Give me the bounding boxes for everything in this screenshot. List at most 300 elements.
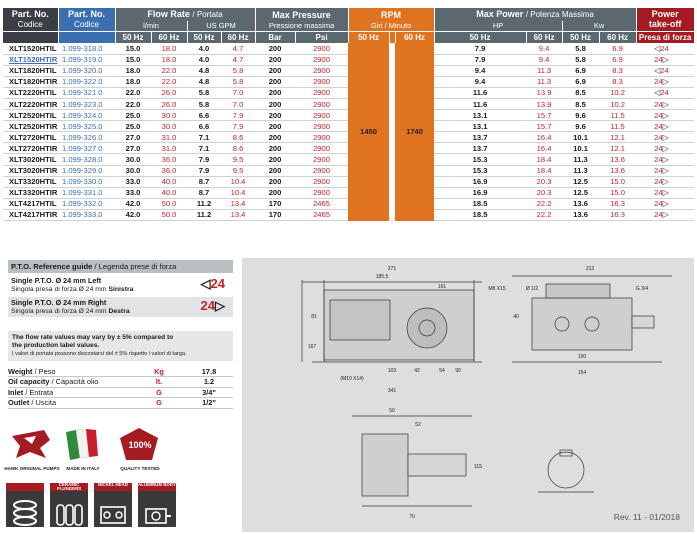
flow-gpm-50: 6.6 (187, 121, 221, 132)
kw-50hz: 50 Hz (562, 31, 599, 43)
flow-lmin-60: 36.0 (151, 165, 187, 176)
flow-gpm-50: 5.8 (187, 98, 221, 109)
pto-right-label: Single P.T.O. Ø 24 mm Right (11, 298, 107, 307)
pressure-psi: 2900 (295, 165, 348, 176)
rpm-header: RPM (348, 8, 434, 21)
pto-cell (636, 154, 694, 165)
power-kw-50: 9.6 (562, 121, 599, 132)
spec-table-body (3, 43, 694, 221)
part-code: 1.099-320.0 (58, 65, 115, 76)
power-hp-60: 18.4 (526, 154, 562, 165)
dim-front-10: 54 (439, 368, 445, 374)
pto-cell (636, 132, 694, 143)
lmin-header: l/min (115, 21, 187, 31)
flow-gpm-50: 7.9 (187, 154, 221, 165)
flow-gpm-50: 11.2 (187, 198, 221, 209)
nickel-label: NICKEL HEAD (98, 482, 128, 487)
hp-60hz: 60 Hz (526, 31, 562, 43)
power-kw-50: 11.3 (562, 154, 599, 165)
flow-lmin-60: 18.0 (151, 54, 187, 65)
pressure-psi: 2900 (295, 154, 348, 165)
arrow-right-icon: ▷ (662, 99, 669, 109)
power-kw-60: 10.2 (599, 87, 636, 98)
part-code: 1.099-318.0 (58, 43, 115, 54)
spec-row (8, 387, 233, 398)
power-kw-60: 12.1 (599, 132, 636, 143)
pressure-bar: 200 (255, 176, 295, 187)
pressure-psi: 2900 (295, 43, 348, 54)
pto-cell (636, 176, 694, 187)
pressure-psi: 2900 (295, 132, 348, 143)
pto-cell (636, 54, 694, 65)
spring-icon (11, 497, 39, 531)
nickel-badge (94, 483, 132, 527)
pressure-bar: 170 (255, 198, 295, 209)
dim-side-3: 100 (577, 354, 587, 360)
pto-value: 24 (654, 99, 663, 109)
flow-gpm-60: 5.8 (221, 65, 255, 76)
rpm-50hz: 50 Hz (348, 31, 389, 43)
power-kw-60: 10.2 (599, 98, 636, 109)
tolerance-line-1: The flow rate values may vary by ± 5% compared to (12, 334, 174, 341)
dim-front-8: 103 (387, 368, 397, 374)
rpm-it-header: Giri / Minuto (348, 21, 434, 31)
gpm-50hz: 50 Hz (187, 31, 221, 43)
max-pressure-header: Max Pressure (255, 8, 348, 21)
flow-gpm-60: 8.6 (221, 143, 255, 154)
power-hp-50: 15.3 (434, 165, 526, 176)
flow-lmin-60: 40.0 (151, 187, 187, 198)
power-hp-60: 20.3 (526, 187, 562, 198)
flow-gpm-60: 13.4 (221, 198, 255, 209)
part-code: 1.099-327.0 (58, 143, 115, 154)
flow-gpm-60: 9.5 (221, 154, 255, 165)
pressure-bar: 200 (255, 121, 295, 132)
pressure-psi: 2900 (295, 65, 348, 76)
pto-value: 24 (654, 177, 663, 187)
rpm-60-value: 1740 (395, 43, 434, 221)
part-code: 1.099-326.0 (58, 132, 115, 143)
gpm-60hz: 60 Hz (221, 31, 255, 43)
pressure-bar: 200 (255, 154, 295, 165)
power-hp-60: 11.3 (526, 76, 562, 87)
power-hp-50: 16.9 (434, 176, 526, 187)
hp-50hz: 50 Hz (434, 31, 526, 43)
dim-shaft-1: 52 (415, 422, 421, 428)
arrow-right-icon: ▷ (662, 121, 669, 131)
arrow-right-icon: ▷ (662, 177, 669, 187)
power-kw-60: 11.5 (599, 110, 636, 121)
part-number: XLT2520HTIL (3, 110, 58, 121)
part-code: 1.099-328.0 (58, 154, 115, 165)
flow-gpm-60: 7.9 (221, 121, 255, 132)
spec-label: Outlet / Uscita (8, 398, 133, 409)
power-hp-50: 15.3 (434, 154, 526, 165)
pto-value: 24 (654, 121, 663, 131)
flow-lmin-50: 30.0 (115, 165, 151, 176)
power-hp-50: 16.9 (434, 187, 526, 198)
pressure-bar: 170 (255, 209, 295, 220)
pto-value: 24 (654, 188, 663, 198)
power-kw-50: 13.6 (562, 209, 599, 220)
flow-lmin-50: 18.0 (115, 76, 151, 87)
kw-60hz: 60 Hz (599, 31, 636, 43)
aluminum-badge (138, 483, 176, 527)
part-code: 1.099-332.0 (58, 198, 115, 209)
flow-lmin-60: 26.0 (151, 98, 187, 109)
flow-gpm-60: 7.0 (221, 98, 255, 109)
flow-lmin-60: 22.0 (151, 65, 187, 76)
ceramic-badge (50, 483, 88, 527)
table-row (3, 43, 694, 54)
power-kw-60: 8.3 (599, 65, 636, 76)
psi-header: Psi (295, 31, 348, 43)
pressure-psi: 2465 (295, 209, 348, 220)
power-kw-50: 8.5 (562, 98, 599, 109)
code-col-blank (3, 31, 58, 43)
pto-cell (636, 143, 694, 154)
dim-front-5: 341 (387, 388, 397, 394)
pto-right-label-it: Singola presa di forza Ø 24 mm Destra (11, 308, 130, 315)
part-number: XLT2720HTIL (3, 132, 58, 143)
part-no-header-2: Part. No. Codice (58, 8, 115, 31)
quality-pct: 100% (128, 440, 152, 450)
italy-caption: MADE IN ITALY (66, 466, 100, 471)
spec-label: Inlet / Entrata (8, 387, 133, 398)
power-hp-50: 11.6 (434, 87, 526, 98)
flow-gpm-50: 6.6 (187, 110, 221, 121)
flow-lmin-50: 27.0 (115, 143, 151, 154)
pto-cell (636, 110, 694, 121)
power-kw-50: 10.1 (562, 143, 599, 154)
power-hp-60: 16.4 (526, 143, 562, 154)
pressure-psi: 2465 (295, 198, 348, 209)
pressure-psi: 2900 (295, 176, 348, 187)
power-hp-50: 13.7 (434, 143, 526, 154)
pto-value: 24 (654, 166, 663, 176)
power-kw-50: 10.1 (562, 132, 599, 143)
pto-reference-guide (8, 260, 233, 317)
power-hp-60: 13.9 (526, 87, 562, 98)
pto-value: 24 (660, 66, 669, 76)
rpm-60hz: 60 Hz (395, 31, 434, 43)
flow-lmin-60: 30.0 (151, 110, 187, 121)
pressure-bar: 200 (255, 110, 295, 121)
arrow-right-icon: ▷ (662, 188, 669, 198)
power-kw-50: 13.6 (562, 198, 599, 209)
flow-lmin-60: 31.0 (151, 143, 187, 154)
power-kw-50: 8.5 (562, 87, 599, 98)
arrow-right-icon: ▷ (662, 154, 669, 164)
pressure-bar: 200 (255, 165, 295, 176)
power-hp-50: 13.1 (434, 110, 526, 121)
flow-lmin-60: 50.0 (151, 209, 187, 220)
part-code: 1.099-324.0 (58, 110, 115, 121)
pto-value: 24 (654, 154, 663, 164)
lmin-60hz: 60 Hz (151, 31, 187, 43)
dim-front-7: (M10 X14) (340, 376, 364, 382)
pto-guide-title: P.T.O. Reference guide / Legenda prese di forza (8, 260, 233, 273)
flow-gpm-50: 4.0 (187, 54, 221, 65)
pressure-bar: 200 (255, 65, 295, 76)
pto-value: 24 (660, 43, 669, 53)
tolerance-line-3: I valori di portata possono discostarsi del ± 5% rispetto i valori di targa. (12, 351, 187, 357)
flow-lmin-60: 31.0 (151, 132, 187, 143)
pto-left-row (8, 275, 233, 295)
spec-value: 1/2" (185, 398, 233, 409)
pto-cell (636, 43, 694, 54)
flow-gpm-60: 7.9 (221, 110, 255, 121)
spec-row (8, 377, 233, 388)
power-kw-60: 6.9 (599, 54, 636, 65)
pto-left-label-it: Singola presa di forza Ø 24 mm Sinistra (11, 286, 134, 293)
pto-cell (636, 198, 694, 209)
pressure-bar: 200 (255, 187, 295, 198)
max-pressure-it-header: Pressione massima (255, 21, 348, 31)
flow-lmin-50: 42.0 (115, 209, 151, 220)
power-kw-50: 6.9 (562, 76, 599, 87)
arrow-right-icon: ▷ (662, 166, 669, 176)
plunger-icon (55, 497, 83, 531)
power-kw-60: 8.3 (599, 76, 636, 87)
part-code: 1.099-331.0 (58, 187, 115, 198)
flow-lmin-60: 50.0 (151, 198, 187, 209)
part-code: 1.099-322.0 (58, 76, 115, 87)
part-number: XLT4217HTIL (3, 198, 58, 209)
spec-value: 1.2 (185, 377, 233, 388)
dim-front-11: 90 (455, 368, 461, 374)
power-kw-60: 11.5 (599, 121, 636, 132)
dim-front-3: 81 (311, 314, 317, 320)
kw-header: Kw (562, 21, 636, 31)
italy-flag-icon (62, 426, 102, 462)
spec-value: 17.8 (185, 366, 233, 377)
flow-gpm-50: 4.8 (187, 65, 221, 76)
pto-cell (636, 187, 694, 198)
flow-gpm-60: 5.8 (221, 76, 255, 87)
power-hp-60: 22.2 (526, 198, 562, 209)
part-number: XLT4217HTIR (3, 209, 58, 220)
pump-head-icon (99, 497, 127, 531)
power-hp-60: 11.3 (526, 65, 562, 76)
arrow-right-icon: ▷ (662, 77, 669, 87)
part-number: XLT1520HTIL (3, 43, 58, 54)
flow-lmin-60: 36.0 (151, 154, 187, 165)
power-hp-60: 9.4 (526, 54, 562, 65)
flow-rate-header: Flow Rate / Portata (115, 8, 255, 21)
pump-body-icon (143, 497, 171, 531)
pressure-psi: 2900 (295, 54, 348, 65)
lmin-50hz: 50 Hz (115, 31, 151, 43)
arrow-right-icon: ▷ (662, 143, 669, 153)
dim-shaft-2: 115 (474, 464, 482, 470)
tolerance-note (8, 331, 233, 361)
power-kw-50: 12.5 (562, 176, 599, 187)
pto-value: 24 (654, 143, 663, 153)
power-hp-50: 13.7 (434, 132, 526, 143)
power-kw-60: 6.9 (599, 43, 636, 54)
power-hp-50: 11.6 (434, 98, 526, 109)
spec-unit: lt. (133, 377, 185, 388)
power-hp-60: 15.7 (526, 110, 562, 121)
dim-front-2: 161 (437, 284, 447, 290)
flow-lmin-60: 18.0 (151, 43, 187, 54)
drawing-svg (242, 258, 694, 532)
part-number: XLT2720HTIR (3, 143, 58, 154)
dim-side-1: 40 (513, 314, 519, 320)
flow-gpm-50: 11.2 (187, 209, 221, 220)
max-power-header: Max Power / Potenza Massima (434, 8, 636, 21)
flow-gpm-50: 4.8 (187, 76, 221, 87)
flow-gpm-50: 8.7 (187, 187, 221, 198)
dim-front-4: M8 X15 (488, 286, 506, 292)
spec-row (8, 366, 233, 377)
arrow-left-icon: ◁ (654, 66, 661, 76)
flow-gpm-60: 10.4 (221, 187, 255, 198)
power-kw-50: 6.9 (562, 65, 599, 76)
power-hp-50: 18.5 (434, 198, 526, 209)
part-code: 1.099-333.0 (58, 209, 115, 220)
pressure-bar: 200 (255, 132, 295, 143)
arrow-left-icon: ◁ (200, 276, 211, 291)
power-hp-50: 7.9 (434, 43, 526, 54)
arrow-right-icon: ▷ (662, 199, 669, 209)
flow-lmin-50: 33.0 (115, 176, 151, 187)
ceramic-label: CERAMIC PLUNGERS (56, 482, 82, 492)
flow-lmin-50: 15.0 (115, 43, 151, 54)
power-hp-60: 9.4 (526, 43, 562, 54)
power-kw-50: 5.8 (562, 54, 599, 65)
part-code: 1.099-321.0 (58, 87, 115, 98)
part-code: 1.099-330.0 (58, 176, 115, 187)
arrow-right-icon: ▷ (662, 110, 669, 120)
pressure-psi: 2900 (295, 87, 348, 98)
power-kw-60: 15.0 (599, 187, 636, 198)
flow-gpm-50: 7.9 (187, 165, 221, 176)
arrow-right-icon: ▷ (662, 55, 669, 65)
flow-gpm-50: 4.0 (187, 43, 221, 54)
pressure-bar: 200 (255, 76, 295, 87)
flow-gpm-60: 4.7 (221, 43, 255, 54)
spec-value: 3/4" (185, 387, 233, 398)
power-kw-60: 13.6 (599, 165, 636, 176)
pto-value: 24 (654, 199, 663, 209)
pressure-bar: 200 (255, 98, 295, 109)
spec-unit: G (133, 398, 185, 409)
pto-cell (636, 209, 694, 220)
hawk-caption: HAWK ORIGINAL PUMPS (4, 466, 60, 471)
pto-cell (636, 87, 694, 98)
aluminum-label: ALUMINUM BODY (138, 482, 176, 487)
dim-side-2: 154 (577, 370, 587, 376)
pressure-psi: 2900 (295, 143, 348, 154)
pressure-bar: 200 (255, 43, 295, 54)
power-hp-60: 18.4 (526, 165, 562, 176)
pto-right-symbol: 24▷ (200, 298, 225, 313)
dim-front-9: 42 (414, 368, 420, 374)
part-number: XLT1820HTIL (3, 65, 58, 76)
arrow-right-icon: ▷ (662, 210, 669, 220)
flow-lmin-50: 18.0 (115, 65, 151, 76)
flow-gpm-50: 8.7 (187, 176, 221, 187)
pressure-psi: 2900 (295, 110, 348, 121)
spec-unit: G (133, 387, 185, 398)
power-hp-50: 9.4 (434, 76, 526, 87)
flow-lmin-60: 30.0 (151, 121, 187, 132)
flow-lmin-50: 42.0 (115, 198, 151, 209)
tested-caption: QUALITY TESTED (120, 466, 160, 471)
dim-shaft-0: 50 (389, 408, 395, 414)
flow-lmin-50: 25.0 (115, 110, 151, 121)
arrow-left-icon: ◁ (654, 43, 661, 53)
dim-front-6: 167 (307, 344, 317, 350)
power-hp-60: 22.2 (526, 209, 562, 220)
part-number: XLT3320HTIL (3, 176, 58, 187)
part-number: XLT1520HTIR (3, 54, 58, 65)
power-hp-50: 7.9 (434, 54, 526, 65)
usgpm-header: US GPM (187, 21, 255, 31)
flow-gpm-60: 7.0 (221, 87, 255, 98)
flow-gpm-60: 8.6 (221, 132, 255, 143)
rpm-50-value: 1450 (348, 43, 389, 221)
flow-gpm-60: 4.7 (221, 54, 255, 65)
flow-gpm-50: 5.8 (187, 87, 221, 98)
power-takeoff-header: Power take-off (636, 8, 694, 31)
pto-value: 24 (654, 77, 663, 87)
pressure-psi: 2900 (295, 121, 348, 132)
dim-side-4: Ø 1/2 (525, 286, 539, 292)
power-hp-50: 18.5 (434, 209, 526, 220)
dim-side-5: G 3/4 (635, 286, 649, 292)
dim-front-0: 271 (387, 266, 397, 272)
power-kw-60: 13.6 (599, 154, 636, 165)
power-kw-50: 9.6 (562, 110, 599, 121)
power-hp-50: 9.4 (434, 65, 526, 76)
flow-lmin-50: 25.0 (115, 121, 151, 132)
part-code: 1.099-319.0 (58, 54, 115, 65)
power-kw-60: 15.0 (599, 176, 636, 187)
flow-gpm-60: 13.4 (221, 209, 255, 220)
pto-cell (636, 121, 694, 132)
power-hp-50: 13.1 (434, 121, 526, 132)
part-number: XLT3020HTIR (3, 165, 58, 176)
power-kw-50: 11.3 (562, 165, 599, 176)
code2-col-blank (58, 31, 115, 43)
pto-left-symbol: ◁24 (200, 276, 225, 291)
flow-lmin-50: 15.0 (115, 54, 151, 65)
technical-drawing (242, 258, 694, 532)
arrow-left-icon: ◁ (654, 88, 661, 98)
pto-left-label: Single P.T.O. Ø 24 mm Left (11, 276, 102, 285)
pto-cell (636, 98, 694, 109)
spec-unit: Kg (133, 366, 185, 377)
pressure-psi: 2900 (295, 98, 348, 109)
dim-front-1: 185.5 (375, 274, 389, 280)
arrow-right-icon: ▷ (215, 298, 225, 313)
power-kw-60: 16.3 (599, 209, 636, 220)
part-number: XLT3320HTIR (3, 187, 58, 198)
flow-lmin-60: 26.0 (151, 87, 187, 98)
flow-lmin-50: 22.0 (115, 98, 151, 109)
power-kw-50: 12.5 (562, 187, 599, 198)
spring-badge (6, 483, 44, 527)
part-code: 1.099-323.0 (58, 98, 115, 109)
pto-right-row (8, 297, 233, 317)
spec-label: Weight / Peso (8, 366, 133, 377)
revision-label: Rev. 11 - 01/2018 (613, 512, 680, 522)
pto-value: 24 (654, 132, 663, 142)
part-number: XLT2220HTIL (3, 87, 58, 98)
